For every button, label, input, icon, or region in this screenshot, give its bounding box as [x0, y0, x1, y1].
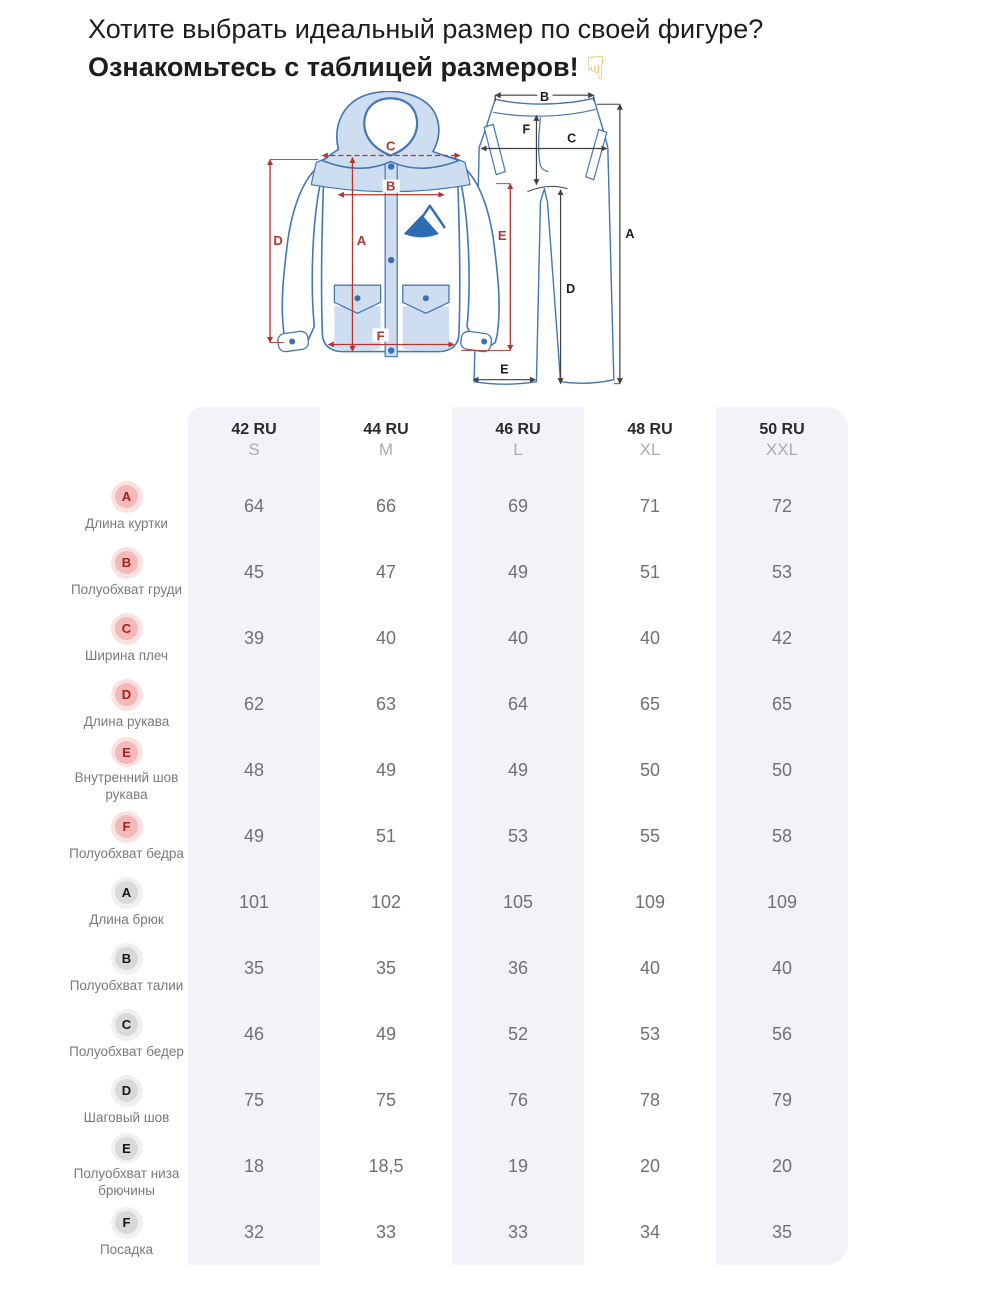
table-cell: 78: [639, 1089, 661, 1110]
table-cell: 33: [375, 1221, 397, 1242]
pants-measure-label-d: D: [566, 282, 576, 297]
pointing-down-emoji: ☟: [585, 50, 606, 86]
measure-badge: [111, 1075, 143, 1107]
table-cell: 50: [716, 737, 848, 803]
table-cell: 58: [716, 803, 848, 869]
column-header-46ru: [452, 407, 584, 473]
table-cell: 50: [639, 759, 661, 780]
badge-letter: D: [115, 683, 138, 706]
row-label-pants-d: [65, 1067, 188, 1133]
table-cell: 33: [452, 1199, 584, 1265]
jacket-measure-label-b: B: [385, 178, 396, 194]
pants-measure-label-c: C: [567, 131, 577, 146]
column-size-label: XL: [639, 440, 661, 459]
measure-badge: [111, 877, 143, 909]
table-cell: 40: [716, 935, 848, 1001]
row-label-pants-b: [65, 935, 188, 1001]
badge-letter: C: [115, 617, 138, 640]
table-cell: 52: [452, 1001, 584, 1067]
table-cell: 40: [639, 957, 661, 978]
table-cell: 71: [639, 495, 661, 516]
table-cell: 49: [375, 1023, 397, 1044]
table-cell: 109: [716, 869, 848, 935]
table-cell: 56: [716, 1001, 848, 1067]
jacket-measure-label-c: C: [385, 138, 396, 154]
measure-badge: [111, 613, 143, 645]
badge-letter: F: [115, 815, 138, 838]
row-label-text: Полуобхват груди: [70, 581, 183, 597]
row-label-text: Длина рукава: [83, 713, 170, 729]
table-cell: 34: [639, 1221, 661, 1242]
pants-measure-label-b: B: [539, 91, 550, 105]
table-cell: 76: [452, 1067, 584, 1133]
row-label-pants-f: [65, 1199, 188, 1265]
row-label-jacket-a: [65, 473, 188, 539]
table-cell: 40: [639, 627, 661, 648]
row-label-text: Посадка: [99, 1241, 154, 1257]
table-cell: 101: [188, 869, 320, 935]
column-header-44ru: [320, 407, 452, 473]
row-label-pants-a: [65, 869, 188, 935]
measure-badge: [111, 737, 143, 767]
row-label-text: Ширина плеч: [85, 647, 168, 663]
table-cell: 40: [375, 627, 397, 648]
table-corner-cell: [65, 407, 188, 473]
table-cell: 75: [188, 1067, 320, 1133]
table-cell: 79: [716, 1067, 848, 1133]
table-cell: 55: [639, 825, 661, 846]
table-cell: 35: [375, 957, 397, 978]
badge-letter: E: [115, 1137, 138, 1160]
table-cell: 39: [188, 605, 320, 671]
table-cell: 109: [634, 891, 666, 912]
pants-measure-label-a: A: [625, 226, 635, 241]
badge-letter: D: [115, 1079, 138, 1102]
column-size-label: L: [513, 440, 523, 459]
jacket-measure-label-e: E: [497, 227, 507, 243]
table-cell: 72: [716, 473, 848, 539]
table-cell: 53: [452, 803, 584, 869]
table-cell: 53: [639, 1023, 661, 1044]
table-cell: 53: [716, 539, 848, 605]
jacket-measure-label-f: F: [376, 328, 385, 344]
measure-badge: [111, 547, 143, 579]
row-label-text: Длина брюк: [89, 911, 164, 927]
table-cell: 32: [188, 1199, 320, 1265]
table-cell: 45: [188, 539, 320, 605]
size-diagram: [262, 91, 1000, 405]
table-cell: 49: [375, 759, 397, 780]
table-cell: 47: [375, 561, 397, 582]
table-cell: 18,5: [368, 1155, 404, 1176]
badge-letter: E: [115, 741, 138, 764]
row-label-jacket-b: [65, 539, 188, 605]
column-header-50ru: [716, 407, 848, 473]
table-cell: 19: [452, 1133, 584, 1199]
pants-measure-label-f: F: [522, 122, 531, 137]
badge-letter: A: [115, 881, 138, 904]
badge-letter: A: [115, 485, 138, 508]
table-cell: 64: [452, 671, 584, 737]
row-label-text: Полуобхват бедер: [69, 1043, 184, 1059]
column-ru-label: 48 RU: [627, 421, 673, 438]
row-label-jacket-c: [65, 605, 188, 671]
measure-badge: [111, 481, 143, 513]
measure-badge: [111, 943, 143, 975]
table-cell: 35: [188, 935, 320, 1001]
row-label-jacket-f: [65, 803, 188, 869]
measure-badge: [111, 1133, 143, 1163]
table-cell: 49: [452, 737, 584, 803]
badge-letter: B: [115, 947, 138, 970]
table-cell: 48: [188, 737, 320, 803]
badge-letter: B: [115, 551, 138, 574]
table-cell: 65: [716, 671, 848, 737]
table-cell: 20: [639, 1155, 661, 1176]
table-cell: 49: [452, 539, 584, 605]
table-cell: 65: [639, 693, 661, 714]
table-cell: 51: [375, 825, 397, 846]
column-header-48ru: [584, 407, 716, 473]
title-block: [88, 10, 1000, 87]
measure-badge: [111, 811, 143, 843]
badge-letter: F: [115, 1211, 138, 1234]
column-ru-label: 44 RU: [363, 421, 409, 438]
column-ru-label: 50 RU: [759, 421, 805, 438]
table-cell: 46: [188, 1001, 320, 1067]
column-header-42ru: [188, 407, 320, 473]
table-cell: 69: [452, 473, 584, 539]
measure-badge: [111, 1207, 143, 1239]
title-cta-text: Ознакомьтесь с таблицей размеров!: [88, 52, 579, 82]
jacket-measure-label-d: D: [273, 232, 283, 248]
table-cell: 51: [639, 561, 661, 582]
pants-measure-label-e: E: [500, 362, 509, 377]
row-label-text: Внутренний шов рукава: [74, 770, 179, 802]
row-label-text: Полуобхват низа брючины: [73, 1166, 180, 1198]
table-cell: 62: [188, 671, 320, 737]
table-cell: 64: [188, 473, 320, 539]
row-label-pants-e: [65, 1133, 188, 1199]
table-cell: 35: [716, 1199, 848, 1265]
jacket-measure-label-a: A: [356, 232, 367, 248]
column-ru-label: 46 RU: [495, 421, 541, 438]
table-cell: 42: [716, 605, 848, 671]
size-table: [65, 407, 1000, 1265]
table-cell: 102: [370, 891, 402, 912]
title-cta: [88, 48, 1000, 87]
column-ru-label: 42 RU: [231, 421, 277, 438]
title-question: Хотите выбрать идеальный размер по своей фигуре?: [88, 14, 764, 44]
table-cell: 18: [188, 1133, 320, 1199]
table-cell: 40: [452, 605, 584, 671]
row-label-text: Длина куртки: [85, 515, 168, 531]
table-cell: 105: [452, 869, 584, 935]
table-cell: 36: [452, 935, 584, 1001]
table-cell: 20: [716, 1133, 848, 1199]
measure-badge: [111, 1009, 143, 1041]
column-size-label: S: [248, 440, 260, 459]
column-size-label: XXL: [765, 440, 799, 459]
row-label-jacket-e: [65, 737, 188, 803]
row-label-jacket-d: [65, 671, 188, 737]
table-cell: 66: [375, 495, 397, 516]
measure-badge: [111, 679, 143, 711]
row-label-text: Полуобхват бедра: [69, 845, 184, 861]
table-cell: 49: [188, 803, 320, 869]
row-label-text: Полуобхват талии: [69, 977, 184, 993]
row-label-pants-c: [65, 1001, 188, 1067]
table-cell: 63: [375, 693, 397, 714]
jacket-outline: [277, 91, 499, 356]
row-label-text: Шаговый шов: [83, 1109, 170, 1125]
column-size-label: M: [378, 440, 394, 459]
badge-letter: C: [115, 1013, 138, 1036]
jacket-pants-diagram: [262, 91, 644, 405]
table-cell: 75: [375, 1089, 397, 1110]
